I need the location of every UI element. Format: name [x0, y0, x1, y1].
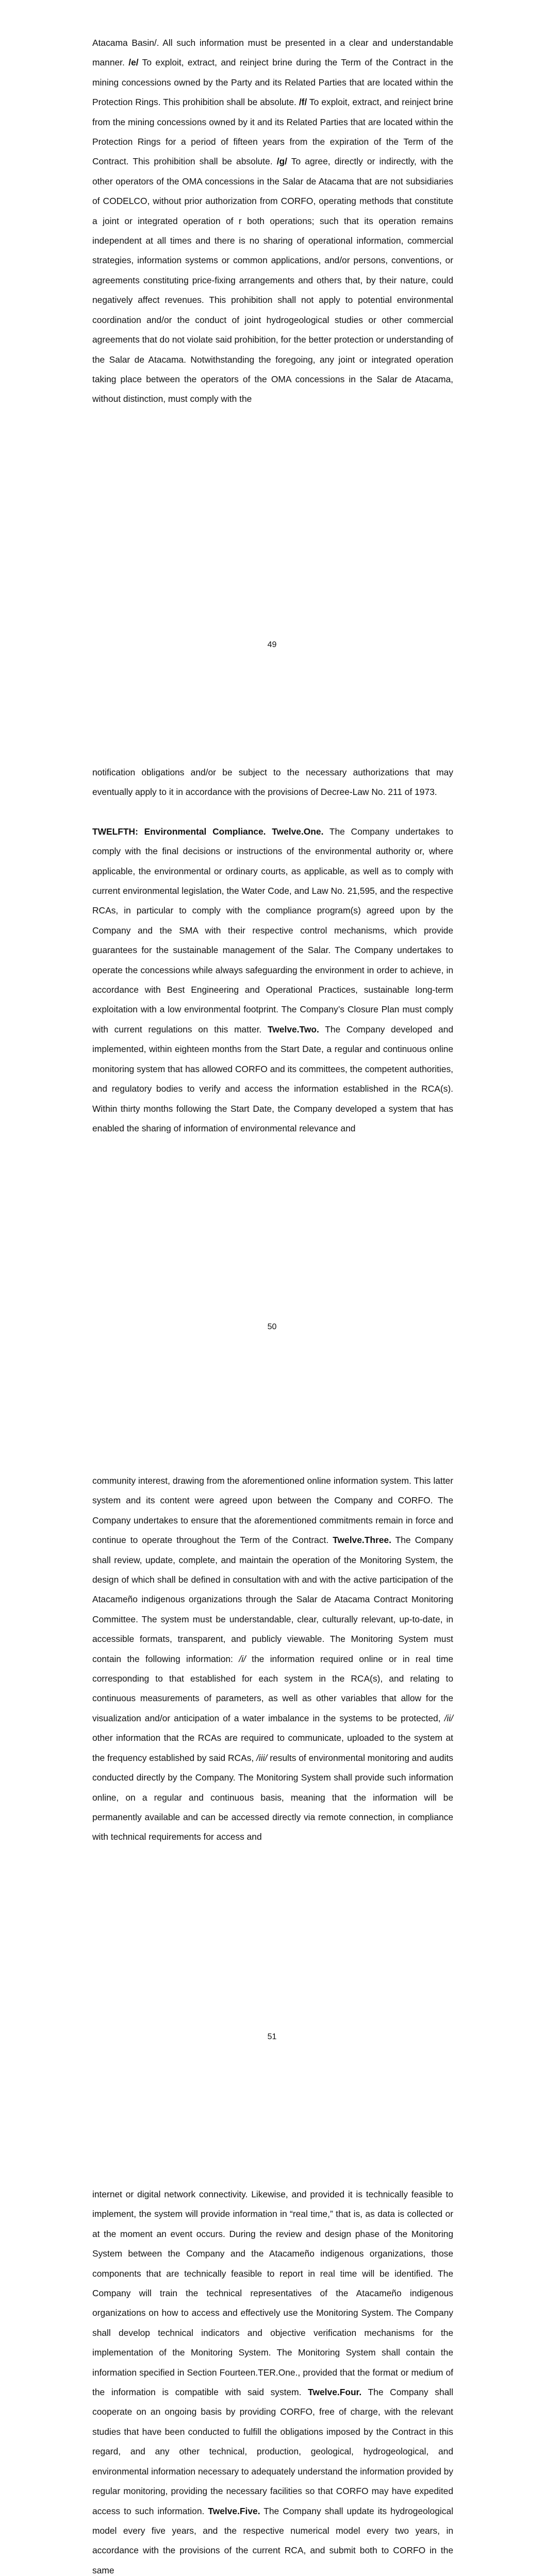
page-number: 51	[267, 2032, 277, 2041]
text-run: The Company shall cooperate on an ongoing basis by providing CORFO, free of charge, with the relevant studies that have been conducted to fulfill the obligations imposed by the Contract in this regard, and any other technical, production, geological, hydrogeological, and environmental information necessary to adequately understand the information provided by regular monitoring, providing the necessary facilities so that CORFO may have expedited access to such information.	[92, 2387, 454, 2516]
paragraph	[92, 762, 453, 802]
text-run: other information that the RCAs are required to communicate, uploaded to the system at the frequency established by said RCAs,	[92, 1733, 453, 1763]
text-run: community interest, drawing from the aforementioned online information system. This latter system and its content were agreed upon between the Company and CORFO. The Company undertakes to ensure that the aforementioned commitments remain in force and continue to operate throughout the Term of the Contract.	[92, 1476, 453, 1546]
document-page	[0, 1396, 544, 2107]
document-page	[0, 2107, 544, 2576]
bold-run: TWELFTH: Environmental Compliance. Twelve.One.	[92, 826, 324, 837]
paragraph	[92, 2184, 453, 2576]
text-run: The Company developed and implemented, within eighteen months from the Start Date, a regular and continuous online monitoring system that has allowed CORFO and its committees, the competent authorities, and regulatory bodies to verify and access the information established in the RCA(s). Within thirty months following the Start Date, the Company developed a system that has enabled the sharing of information of environmental relevance and	[92, 1024, 454, 1133]
bold-run: Twelve.Three.	[333, 1535, 391, 1546]
bold-run: /f/	[299, 97, 307, 108]
text-run: results of environmental monitoring and audits conducted directly by the Company. The Monitoring System shall provide such information online, on a regular and continuous basis, meaning that the information will be permanently available and can be accessed directly via remote connection, in compliance with technical requirements for access and	[92, 1752, 453, 1842]
italic-run: /i/	[239, 1653, 246, 1664]
page-number: 49	[267, 640, 277, 649]
text-run: notification obligations and/or be subject to the necessary authorizations that may eventually apply to it in accordance with the provisions of Decree-Law No. 211 of 1973.	[92, 767, 453, 798]
paragraph	[92, 1471, 453, 1847]
text-run: The Company shall update its hydrogeological model every five years, and the respective numerical model every two years, in accordance with the provisions of the current RCA, and submit both to CORFO in the same	[92, 2505, 453, 2575]
page-body	[92, 762, 453, 1138]
bold-run: Twelve.Five.	[208, 2505, 260, 2516]
italic-run: /iii/	[256, 1752, 268, 1763]
paragraph	[92, 822, 453, 1139]
text-run: The Company undertakes to comply with the final decisions or instructions of the environmental authority or, where applicable, the environmental or ordinary courts, as applicable, as well as to comply with current environmental legislation, the Water Code, and Law No. 21,595, and the respective RCAs, in particular to comply with the compliance program(s) agreed upon by the Company and the SMA with their respective control mechanisms, which provide guarantees for the sustainable management of the Salar. The Company undertakes to operate the concessions while always safeguarding the environment in order to achieve, in accordance with Best Engineering and Operational Practices, sustainable long-term exploitation with a low environmental footprint. The Company’s Closure Plan must comply with current regulations on this matter.	[92, 826, 453, 1035]
italic-run: /ii/	[444, 1713, 453, 1723]
page-body	[92, 1471, 453, 1847]
paragraph	[92, 33, 453, 409]
text-run: To exploit, extract, and reinject brine from the mining concessions owned by it and its Related Parties that are located within the Protection Rings for a period of fifteen years from the expiration of the Term of the Contract. This prohibition shall be absolute.	[92, 97, 453, 167]
text-run: Atacama Basin/. All such information must be presented in a clear and understandable manner.	[92, 38, 453, 68]
text-run: The Company shall review, update, complete, and maintain the operation of the Monitoring System, the design of which shall be defined in consultation with and with the active participation of the Atacameño indigenous organizations through the Salar de Atacama Contract Monitoring Committee. The system must be understandable, clear, culturally relevant, up-to-date, in accessible formats, transparent, and publicly viewable. The Monitoring System must contain the following information:	[92, 1535, 453, 1664]
page-body	[92, 33, 453, 409]
text-run: the information required online or in real time corresponding to that established for each system in the RCA(s), and relating to continuous measurements of parameters, as well as other variables that allow for the visualization and/or anticipation of a water imbalance in the systems to be protected,	[92, 1653, 453, 1723]
text-run: To agree, directly or indirectly, with the other operators of the OMA concessions in the Salar de Atacama that are not subsidiaries of CODELCO, without prior authorization from CORFO, operating methods that constitute a joint or integrated operation of r both operations; such that its operation remains independent at all times and there is no sharing of operational information, commercial strategies, information systems or common applications, and/or persons, conventions, or agreements constituting price-fixing arrangements and others that, by their nature, could negatively affect revenues. This prohibition shall not apply to potential environmental coordination and/or the conduct of joint hydrogeological studies or other commercial agreements that do not violate said prohibition, for the better protection or understanding of the Salar de Atacama. Notwithstanding the foregoing, any joint or integrated operation taking place between the operators of the OMA concessions in the Salar de Atacama, without distinction, must comply with the	[92, 156, 453, 404]
text-run: internet or digital network connectivity. Likewise, and provided it is technically feasible to implement, the system will provide information in “real time,” that is, as data is collected or at the moment an event occurs. During the review and design phase of the Monitoring System between the Company and the Atacameño indigenous organizations, those components that are technically feasible to report in real time will be identified. The Company will train the technical representatives of the Atacameño indigenous organizations on how to access and effectively use the Monitoring System. The Company shall develop technical indicators and objective verification mechanisms for the implementation of the Monitoring System. The Monitoring System shall contain the information specified in Section Fourteen.TER.One., provided that the format or medium of the information is compatible with said system.	[92, 2189, 453, 2398]
bold-run: /e/	[128, 57, 139, 68]
page-body	[92, 2184, 453, 2576]
bold-run: Twelve.Four.	[308, 2387, 362, 2398]
document-page	[0, 685, 544, 1396]
document-page	[0, 0, 544, 685]
bold-run: Twelve.Two.	[267, 1024, 319, 1035]
page-number: 50	[267, 1323, 277, 1331]
bold-run: /g/	[276, 156, 288, 167]
text-run: To exploit, extract, and reinject brine during the Term of the Contract in the mining concessions owned by the Party and its Related Parties that are located within the Protection Rings. This prohibition shall be absolute.	[92, 57, 453, 108]
